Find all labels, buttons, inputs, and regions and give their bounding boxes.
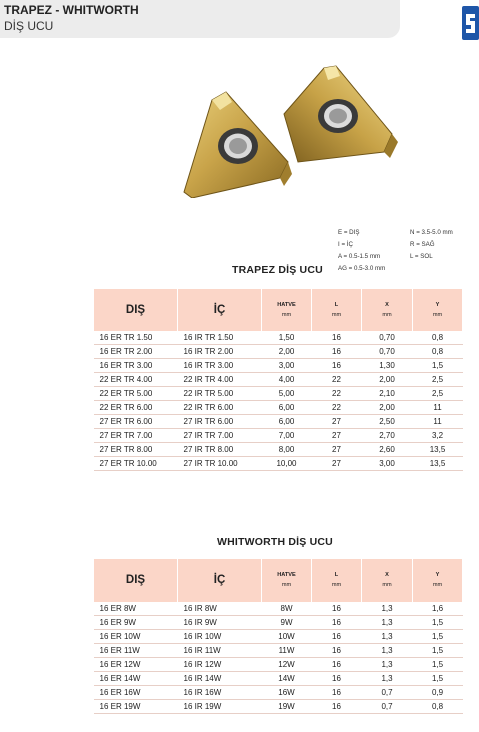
col-header-hatve: HATVE mm <box>262 559 312 602</box>
cell-hatve: 16W <box>262 685 312 699</box>
cell-hatve: 10,00 <box>262 456 312 470</box>
table-row <box>94 331 463 345</box>
legend-right: N = 3.5-5.0 mm <box>410 229 453 236</box>
cell-l: 16 <box>312 331 362 345</box>
cell-dis: 16 ER 19W <box>94 699 178 713</box>
cell-dis: 16 ER 9W <box>94 615 178 629</box>
cell-hatve: 6,00 <box>262 400 312 414</box>
cell-x: 1,3 <box>362 671 413 685</box>
cell-ic: 16 IR 12W <box>178 657 262 671</box>
cell-x: 2,00 <box>362 372 413 386</box>
insert-left-icon <box>184 92 292 198</box>
cell-x: 2,60 <box>362 442 413 456</box>
cell-hatve: 6,00 <box>262 414 312 428</box>
cell-x: 1,30 <box>362 358 413 372</box>
col-header-dis: DIŞ <box>94 559 178 602</box>
cell-dis: 16 ER 8W <box>94 602 178 616</box>
cell-y: 2,5 <box>413 372 463 386</box>
cell-y: 1,6 <box>413 602 463 616</box>
page-title: TRAPEZ - WHITWORTH <box>4 3 139 17</box>
table-row <box>94 456 463 470</box>
cell-dis: 16 ER 12W <box>94 657 178 671</box>
cell-x: 3,00 <box>362 456 413 470</box>
cell-ic: 16 IR 9W <box>178 615 262 629</box>
cell-y: 1,5 <box>413 657 463 671</box>
cell-y: 2,5 <box>413 386 463 400</box>
threading-inserts-image <box>176 62 400 198</box>
cell-y: 0,8 <box>413 344 463 358</box>
cell-l: 16 <box>312 671 362 685</box>
cell-hatve: 7,00 <box>262 428 312 442</box>
cell-l: 16 <box>312 643 362 657</box>
cell-x: 1,3 <box>362 615 413 629</box>
table-header-row <box>94 559 463 602</box>
cell-dis: 22 ER TR 5.00 <box>94 386 178 400</box>
cell-hatve: 4,00 <box>262 372 312 386</box>
cell-ic: 27 IR TR 7.00 <box>178 428 262 442</box>
cell-l: 16 <box>312 602 362 616</box>
table-row <box>94 428 463 442</box>
col-header-ic: İÇ <box>178 289 262 331</box>
col-header-l: L mm <box>312 289 362 331</box>
cell-dis: 16 ER TR 3.00 <box>94 358 178 372</box>
cell-dis: 16 ER 14W <box>94 671 178 685</box>
cell-x: 2,10 <box>362 386 413 400</box>
col-header-y: Y mm <box>413 559 463 602</box>
cell-ic: 16 IR 16W <box>178 685 262 699</box>
cell-l: 27 <box>312 414 362 428</box>
cell-x: 0,70 <box>362 344 413 358</box>
cell-y: 11 <box>413 400 463 414</box>
table-row <box>94 344 463 358</box>
cell-l: 22 <box>312 386 362 400</box>
cell-hatve: 10W <box>262 629 312 643</box>
cell-l: 16 <box>312 685 362 699</box>
cell-hatve: 9W <box>262 615 312 629</box>
table-row <box>94 699 463 713</box>
cell-ic: 22 IR TR 6.00 <box>178 400 262 414</box>
cell-dis: 27 ER TR 6.00 <box>94 414 178 428</box>
cell-y: 1,5 <box>413 643 463 657</box>
page-header <box>0 0 400 38</box>
col-header-y: Y mm <box>413 289 463 331</box>
col-header-hatve: HATVE mm <box>262 289 312 331</box>
cell-hatve: 3,00 <box>262 358 312 372</box>
table-row <box>94 685 463 699</box>
trapez-table <box>93 288 463 471</box>
cell-y: 13,5 <box>413 442 463 456</box>
cell-y: 1,5 <box>413 615 463 629</box>
legend-right: L = SOL <box>410 253 433 260</box>
brand-logo-icon <box>462 6 479 40</box>
cell-l: 22 <box>312 400 362 414</box>
cell-y: 3,2 <box>413 428 463 442</box>
cell-y: 1,5 <box>413 671 463 685</box>
legend-row <box>338 239 470 251</box>
cell-x: 0,7 <box>362 685 413 699</box>
table-row <box>94 657 463 671</box>
cell-l: 16 <box>312 358 362 372</box>
table-header-row <box>94 289 463 331</box>
insert-right-icon <box>284 66 398 162</box>
cell-l: 16 <box>312 699 362 713</box>
cell-x: 1,3 <box>362 643 413 657</box>
cell-y: 13,5 <box>413 456 463 470</box>
cell-dis: 16 ER 16W <box>94 685 178 699</box>
cell-x: 2,00 <box>362 400 413 414</box>
cell-dis: 16 ER TR 2.00 <box>94 344 178 358</box>
legend-left: E = DIŞ <box>338 229 360 236</box>
cell-x: 0,70 <box>362 331 413 345</box>
legend-left: A = 0.5-1.5 mm <box>338 253 381 260</box>
cell-y: 0,9 <box>413 685 463 699</box>
table-row <box>94 442 463 456</box>
col-header-l: L mm <box>312 559 362 602</box>
cell-ic: 27 IR TR 10.00 <box>178 456 262 470</box>
cell-hatve: 12W <box>262 657 312 671</box>
col-header-x: X mm <box>362 289 413 331</box>
table-row <box>94 643 463 657</box>
cell-ic: 27 IR TR 8.00 <box>178 442 262 456</box>
cell-ic: 22 IR TR 4.00 <box>178 372 262 386</box>
table-row <box>94 400 463 414</box>
cell-ic: 16 IR 11W <box>178 643 262 657</box>
cell-dis: 16 ER 11W <box>94 643 178 657</box>
cell-x: 0,7 <box>362 699 413 713</box>
cell-ic: 27 IR TR 6.00 <box>178 414 262 428</box>
col-header-dis: DIŞ <box>94 289 178 331</box>
cell-ic: 16 IR 10W <box>178 629 262 643</box>
cell-l: 16 <box>312 657 362 671</box>
cell-dis: 27 ER TR 10.00 <box>94 456 178 470</box>
cell-ic: 16 IR 8W <box>178 602 262 616</box>
cell-hatve: 14W <box>262 671 312 685</box>
cell-dis: 27 ER TR 8.00 <box>94 442 178 456</box>
cell-ic: 16 IR 19W <box>178 699 262 713</box>
cell-l: 16 <box>312 344 362 358</box>
cell-x: 1,3 <box>362 602 413 616</box>
cell-dis: 22 ER TR 6.00 <box>94 400 178 414</box>
cell-y: 11 <box>413 414 463 428</box>
legend-right: R = SAĞ <box>410 241 435 248</box>
cell-x: 1,3 <box>362 657 413 671</box>
cell-l: 27 <box>312 442 362 456</box>
cell-x: 1,3 <box>362 629 413 643</box>
legend-row <box>338 263 470 275</box>
cell-l: 27 <box>312 456 362 470</box>
cell-hatve: 8W <box>262 602 312 616</box>
legend-right <box>410 263 470 275</box>
cell-y: 0,8 <box>413 699 463 713</box>
table-row <box>94 372 463 386</box>
cell-l: 16 <box>312 629 362 643</box>
col-header-ic: İÇ <box>178 559 262 602</box>
cell-hatve: 11W <box>262 643 312 657</box>
table-row <box>94 414 463 428</box>
legend-row <box>338 251 470 263</box>
table-row <box>94 615 463 629</box>
cell-l: 16 <box>312 615 362 629</box>
abbreviation-legend <box>338 227 470 275</box>
page-subtitle: DİŞ UCU <box>4 19 54 33</box>
cell-x: 2,50 <box>362 414 413 428</box>
table-row <box>94 671 463 685</box>
legend-row <box>338 227 470 239</box>
cell-hatve: 1,50 <box>262 331 312 345</box>
cell-dis: 16 ER 10W <box>94 629 178 643</box>
cell-y: 1,5 <box>413 629 463 643</box>
cell-hatve: 8,00 <box>262 442 312 456</box>
cell-y: 1,5 <box>413 358 463 372</box>
cell-hatve: 5,00 <box>262 386 312 400</box>
cell-y: 0,8 <box>413 331 463 345</box>
cell-ic: 16 IR TR 3.00 <box>178 358 262 372</box>
cell-l: 22 <box>312 372 362 386</box>
table-row <box>94 386 463 400</box>
cell-ic: 16 IR TR 1.50 <box>178 331 262 345</box>
table-row <box>94 358 463 372</box>
cell-x: 2,70 <box>362 428 413 442</box>
whitworth-table <box>93 558 463 714</box>
table-row <box>94 629 463 643</box>
cell-ic: 16 IR 14W <box>178 671 262 685</box>
cell-hatve: 2,00 <box>262 344 312 358</box>
cell-dis: 16 ER TR 1.50 <box>94 331 178 345</box>
cell-dis: 27 ER TR 7.00 <box>94 428 178 442</box>
cell-ic: 16 IR TR 2.00 <box>178 344 262 358</box>
legend-left: I = İÇ <box>338 241 353 248</box>
col-header-x: X mm <box>362 559 413 602</box>
table-row <box>94 602 463 616</box>
cell-l: 27 <box>312 428 362 442</box>
cell-ic: 22 IR TR 5.00 <box>178 386 262 400</box>
cell-hatve: 19W <box>262 699 312 713</box>
whitworth-section-title: WHITWORTH DİŞ UCU <box>217 536 333 548</box>
cell-dis: 22 ER TR 4.00 <box>94 372 178 386</box>
trapez-section-title: TRAPEZ DİŞ UCU <box>232 264 323 276</box>
legend-left: AG = 0.5-3.0 mm <box>338 265 386 272</box>
